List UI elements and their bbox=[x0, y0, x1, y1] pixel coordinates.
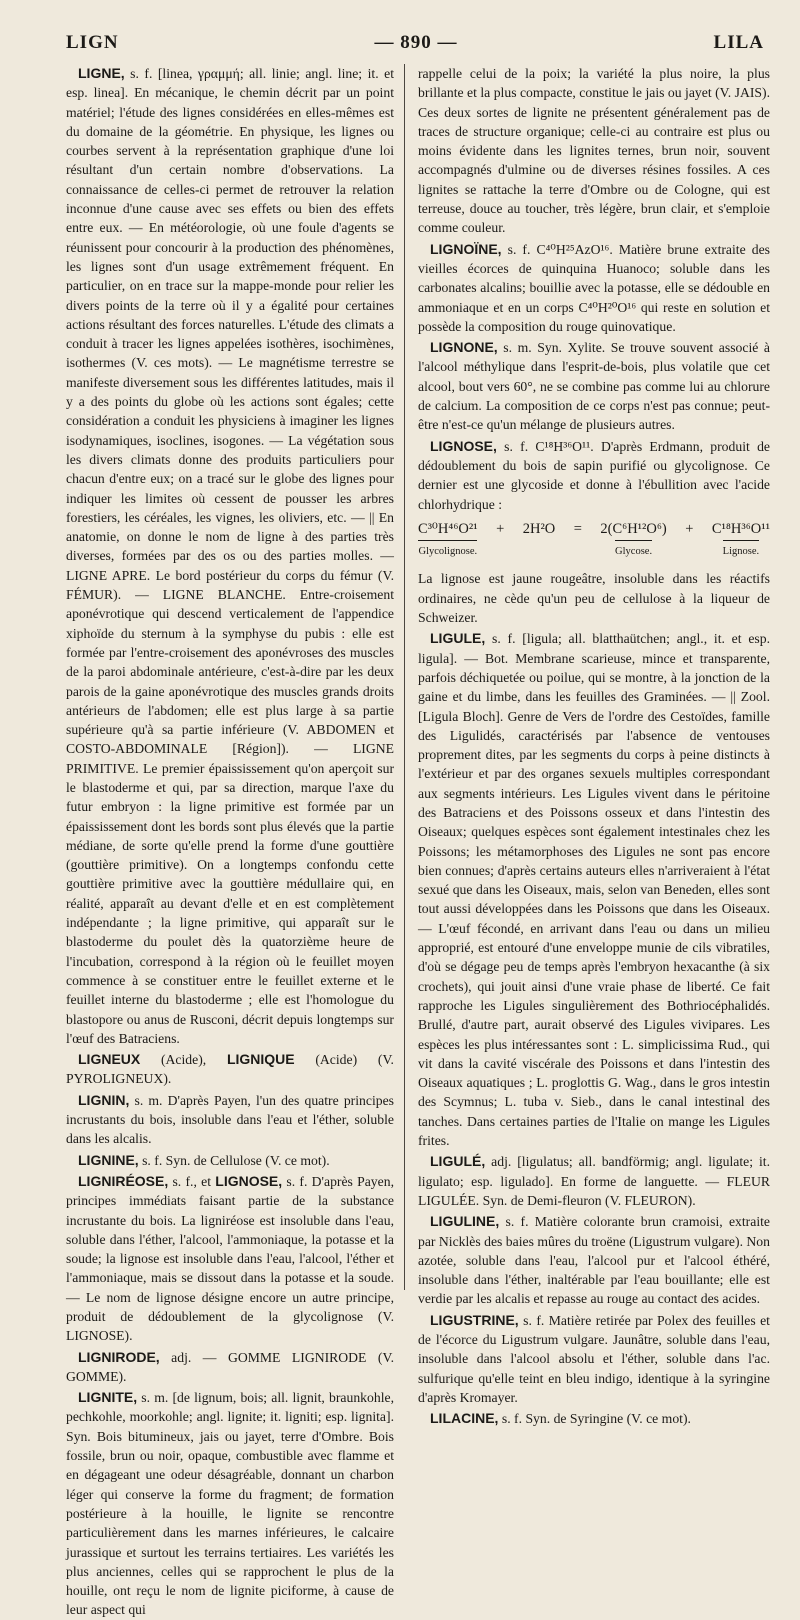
equation-term-lignose bbox=[712, 520, 770, 562]
dictionary-entry bbox=[418, 1152, 770, 1210]
equation-term-glycose bbox=[600, 520, 666, 562]
entry-text: s. f., et bbox=[168, 1173, 216, 1189]
entry-headword: LIGNIRÉOSE, bbox=[78, 1172, 169, 1189]
entry-text: rappelle celui de la poix; la variété la plus noire, la plus brillante et la plus compacte, constitue le jais ou jayet (V. JAIS). Ces deux sortes de lignite ne présentent généralement pas de traces de structure organique; celle-ci au contraire est plus ou moins évidente dans les lignites ternes, brun noir, souvent accompagnés d'ulmine ou de diverses résines fossiles. A ces lignites se rattache la terre d'Ombre ou de Cologne, qui est terreuse, douce au toucher, très légère, brun clair, et s'emploie comme couleur. bbox=[418, 66, 770, 236]
operator-equals: = bbox=[573, 520, 582, 537]
dictionary-entry bbox=[418, 240, 770, 336]
dictionary-entry bbox=[418, 1409, 770, 1428]
entry-headword: LIGNOÏNE, bbox=[430, 240, 502, 257]
operator-plus: + bbox=[496, 520, 505, 537]
entry-text: s. f. C⁴⁰H²⁵AzO¹⁶. Matière brune extraite des vieilles écorces de quinquina Huanoco; soluble dans les carbonates alcalins; bouillie avec la potasse, elle se dédouble en ammoniaque et en un corps C⁴⁰H²⁰O¹⁶ qui reste en solution et possède la composition du rouge quinovatique. bbox=[418, 241, 770, 334]
operator-plus: + bbox=[685, 520, 694, 537]
entry-headword: LIGNEUX bbox=[78, 1051, 141, 1068]
formula-glycose: 2(C⁶H¹²O⁶) bbox=[600, 520, 667, 537]
chemical-equation bbox=[418, 520, 770, 562]
entry-headword: LIGNOSE, bbox=[215, 1172, 283, 1189]
formula-lignose: C¹⁸H³⁶O¹¹ bbox=[711, 520, 770, 537]
dictionary-entry bbox=[418, 64, 770, 238]
dictionary-entry bbox=[418, 338, 770, 434]
dictionary-entry bbox=[418, 1311, 770, 1407]
entry-text: s. f. Matière colorante brun cramoisi, extraite par Nicklès des baies mûres du troëne (Ligustrum vulgare). Non azotée, soluble dans l'eau, l'alcool pur et l'alcool éthéré, insoluble dans l'éther, inaltérable par l'eau bouillante; elle est verdie par les alcalis et repasse au rouge au contact des acides. bbox=[418, 1214, 770, 1307]
entry-headword: LIGNONE, bbox=[430, 339, 498, 356]
running-head-left: LIGN bbox=[66, 32, 119, 53]
entry-text: (Acide) (V. PYROLIGNEUX). bbox=[66, 1052, 394, 1087]
entry-text: (Acide), bbox=[140, 1052, 227, 1068]
entry-text: s. f. C¹⁸H³⁶O¹¹. D'après Erdmann, produit de dédoublement du bois de sapin purifié ou glycolignose. Ce dernier est une glycoside et donne à l'ébullition avec l'acide chlorhydrique : bbox=[418, 438, 770, 512]
dictionary-entry bbox=[66, 1091, 394, 1149]
dictionary-entry bbox=[418, 437, 770, 514]
entry-text: s. m. [de lignum, bois; all. lignit, braunkohle, pechkohle, moorkohle; angl. lignite; it. ligniti; esp. lignita]. Syn. Bois bitumineux, jais ou jayet, terre d'Ombre. Bois fossile, brun ou noir, opaque, combustible avec flamme et en dégageant une odeur désagréable, donnant un charbon léger qui conserve la forme du fragment; de formation postérieure à la houille, le lignite se rencontre particulièrement dans les marnes inférieures, le calcaire jurassique et surtout les terrains tertiaires. Les variétés les plus anciennes, celles qui se rapprochent le plus de la houille, ont reçu le nom de lignite piciforme, à cause de leur aspect qui bbox=[66, 1390, 394, 1618]
entry-text: La lignose est jaune rougeâtre, insoluble dans les réactifs ordinaires, ne cède qu'un peu de cellulose à la liqueur de Schweizer. bbox=[418, 571, 770, 626]
label-glycolignose: Glycolignose. bbox=[418, 540, 477, 561]
label-lignose: Lignose. bbox=[723, 540, 759, 561]
page-number: — 890 — bbox=[374, 32, 458, 53]
entry-headword: LIGNIQUE bbox=[226, 1051, 295, 1068]
running-head-right: LILA bbox=[713, 32, 764, 53]
column-divider bbox=[404, 64, 405, 1290]
formula-glycolignose: C³⁰H⁴⁶O²¹ bbox=[418, 520, 478, 537]
entry-text: s. m. Syn. Xylite. Se trouve souvent associé à l'alcool méthylique dans l'esprit-de-bois, plus volatile que cet alcool, bout vers 60°, ne se combine pas comme lui au chlorure de calcium. La composition de ce corps n'est pas connue; peut-être n'est-ce qu'un mélange de plusieurs autres. bbox=[418, 340, 770, 433]
dictionary-entry bbox=[66, 1348, 394, 1387]
left-column bbox=[66, 64, 394, 1618]
entry-headword: LIGULINE, bbox=[430, 1213, 500, 1230]
entry-headword: LIGNIN, bbox=[78, 1091, 130, 1108]
entry-headword: LIGNINE, bbox=[78, 1151, 139, 1168]
entry-text: adj. [ligulatus; all. bandförmig; angl. ligulate; it. ligulato; esp. ligulado]. En forme de languette. — FLEUR LIGULÉE. Syn. de Demi-fleuron (V. FLEURON). bbox=[418, 1154, 770, 1208]
dictionary-entry bbox=[418, 569, 770, 627]
entry-headword: LIGULÉ, bbox=[430, 1153, 486, 1170]
entry-text: s. f. Matière retirée par Polex des feuilles et de l'écorce du Ligustrum vulgare. Jaunâtre, soluble dans l'eau, insoluble dans l'alcool absolu et l'éther, soluble dans l'ac. sulfurique qu'elle teint en bleu indigo, identique à la syringine d'après Kromayer. bbox=[418, 1312, 770, 1405]
entry-headword: LIGNOSE, bbox=[430, 437, 497, 454]
dictionary-entry bbox=[418, 1212, 770, 1308]
entry-headword: LIGNIRODE, bbox=[78, 1348, 160, 1365]
entry-headword: LILACINE, bbox=[430, 1410, 499, 1427]
entry-text: s. f. Syn. de Cellulose (V. ce mot). bbox=[138, 1152, 330, 1168]
label-glycose: Glycose. bbox=[615, 540, 652, 561]
dictionary-entry bbox=[418, 629, 770, 1150]
entry-text: s. f. D'après Payen, principes immédiats faisant partie de la substance incrustante du bois. La ligniréose est insoluble dans l'eau, soluble dans l'éther, l'alcool, l'ammoniaque, la potasse et la soude; la lignose est insoluble dans l'eau, l'alcool, l'éther et l'ammoniaque, mais se dissout dans la potasse et la soude. — Le nom de lignose désigne encore un autre principe, produit de dédoublement de la glycolignose (V. LIGNOSE). bbox=[66, 1173, 394, 1344]
dictionary-entry bbox=[66, 1172, 394, 1346]
entry-text: s. f. [ligula; all. blatthaütchen; angl., it. et esp. ligula]. — Bot. Membrane scarieuse, mince et transparente, parfois déchiquetée ou poilue, qui se montre, à la jonction de la gaine et du limbe, dans les feuilles des Graminées. — || Zool. [Ligula Bloch]. Genre de Vers de l'ordre des Cestoïdes, famille des Ligulidés, caractérisés par l'absence de ventouses proprement dites, par les segments du corps à peine distincts à l'extérieur et par des organes sexuels multiples correspondant aux segments intérieurs. Les Ligules vivent dans le péritoine des Batraciens et des Poissons osseux et dans l'intestin des Oiseaux; quelques espèces sont également intestinales chez les Poissons; les métamorphoses des Ligules ne sont pas encore bien connues; d'après certains auteurs elles n'arriveraient à l'état sexué que dans les Oiseaux, mais, selon van Beneden, elles sont tout aussi développées dans les Poissons que dans les Oiseaux. — L'œuf fécondé, en arrivant dans l'eau ou dans un milieu approprié, est entouré d'une enveloppe munie de cils vibratiles, d'où se dégage peu de temps après l'embryon hexacanthe (à six crochets), qui jouit ainsi d'une vraie phase de liberté. Ce fait rapproche les Ligules singulièrement des Bothriocéphalidés. Brullé, d'autre part, aurait observé des Ligules vivipares. Les espèces les plus intéressantes sont : L. simplicissima Rud., qui vit dans la cavité viscérale des Poissons et dans l'intestin des Oiseaux aquatiques ; L. proglottis G. Wag., dans le gros intestin des Scymnus; L. tuba v. Sieb., dans le canal intestinal des tanches. Dans certaines parties de l'Italie on mange les Ligules frites. bbox=[418, 631, 770, 1149]
entry-headword: LIGUSTRINE, bbox=[430, 1311, 519, 1328]
entry-text: s. f. [linea, γραμμή; all. linie; angl. line; it. et esp. linea]. En mécanique, le chemin décrit par un point matériel; l'étude des lignes considérées en elles-mêmes est du domaine de la géométrie. En physique, les lignes ou courbes servent à la représentation graphique d'une loi résultant d'un certain nombre d'observations. La connaissance de celles-ci permet de retrouver la relation inconnue d'une cause avec ses effets ou bien des effets entre eux. — En météorologie, où une foule d'agents se réunissent pour concourir à la production des phénomènes, les lignes sont d'un usage extrêmement fréquent. En particulier, on en trace sur la mappe-monde pour relier les divers points de la terre où il y a égalité pour certaines actions résultant des forces naturelles. L'étude des climats a conduit à tracer les lignes appelées isothères, isochimènes, isothermes (V. ces mots). — Le magnétisme terrestre se manifeste diversement sous les différentes latitudes, mais il y a des points du globe où les actions sont égales; cette considération a conduit les physiciens à imaginer les lignes isodynamiques, isoclines, isogones. — La végétation sous les divers climats donne des produits particuliers pour chacun d'entre eux; on a tracé sur le globe des lignes pour indiquer les limites où cessent de pousser les arbres forestiers, les céréales, les vignes, les oliviers, etc. — || En anatomie, on donne le nom de ligne à des parties très diverses, formées par des os ou des parties molles. — LIGNE APRE. Le bord postérieur du corps du fémur (V. FÉMUR). — LIGNE BLANCHE. Entre-croisement aponévrotique qui descend verticalement de l'appendice xiphoïde du sternum à la symphyse du pubis : elle est formée par l'entre-croisement des aponévroses des muscles de la paroi abdominale antérieure, c'est-à-dire par les deux parois de la gaine aponévrotique des muscles grands droits antérieurs de l'abdomen; elle est plus large à sa partie supérieure qu'à sa partie inférieure (V. ABDOMEN et COSTO-ABDOMINALE [Région]). — LIGNE PRIMITIVE. Le premier épaississement qu'on aperçoit sur le blastoderme et qui, par sa direction, marque l'axe du futur embryon : la ligne primitive est formée par un épaississement dont les bords sont plus élevés que la partie médiane, de sorte qu'elle prend la forme d'une gouttière (gouttière primitive). On a longtemps confondu cette gouttière primitive avec la gouttière médullaire qui, en réalité, apparaît au devant d'elle et en est complètement indépendante ; la ligne primitive, qui apparaît sur le blastoderme du poulet dès la quatorzième heure de l'incubation, correspond à la région où le feuillet moyen commence à se constituer entre le feuillet externe et le feuillet interne du blastoderme ; elle est l'homologue du blastopore ou anus de Rusconi, décrit depuis longtemps sur l'œuf des Batraciens. bbox=[66, 66, 394, 1046]
entry-text: s. m. D'après Payen, l'un des quatre principes incrustants du bois, insoluble dans l'eau et l'éther, soluble dans les alcalis. bbox=[66, 1092, 394, 1147]
entry-text: s. f. Syn. de Syringine (V. ce mot). bbox=[498, 1411, 691, 1427]
formula-water: 2H²O bbox=[522, 520, 556, 537]
dictionary-entry bbox=[66, 64, 394, 1048]
entry-text: adj. — GOMME LIGNIRODE (V. GOMME). bbox=[66, 1349, 394, 1384]
entry-headword: LIGNITE, bbox=[78, 1389, 138, 1406]
dictionary-entry bbox=[66, 1050, 394, 1089]
equation-term-glycolignose bbox=[418, 520, 478, 562]
page-header bbox=[66, 28, 764, 58]
entry-headword: LIGNE, bbox=[78, 65, 125, 81]
right-column bbox=[418, 64, 770, 1427]
dictionary-entry bbox=[66, 1388, 394, 1620]
entry-headword: LIGULE, bbox=[430, 630, 486, 647]
dictionary-entry bbox=[66, 1151, 394, 1170]
